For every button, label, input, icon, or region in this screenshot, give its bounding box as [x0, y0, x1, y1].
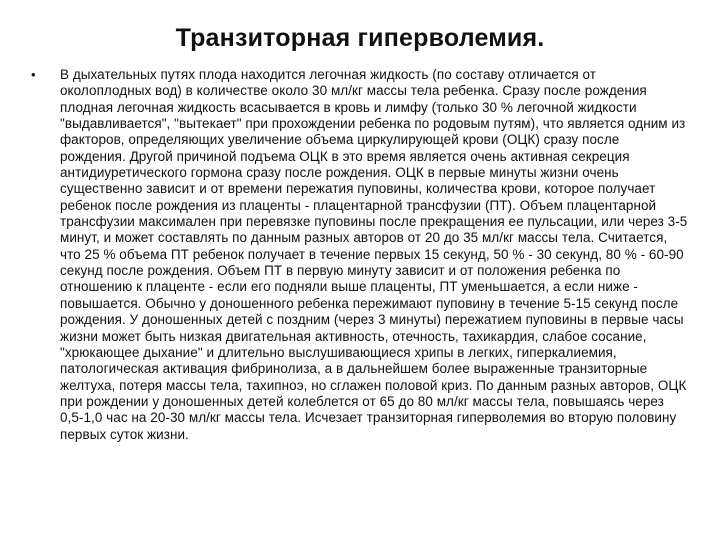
- bullet-marker-icon: •: [31, 67, 36, 82]
- bullet-text: В дыхательных путях плода находится легочная жидкость (по составу отличается от околоплодных вод) в количестве около 30 мл/кг массы тела ребенка. Сразу после рождения плодная легочная жидкость всасывается в кровь и лимфу (только 30 % легочной жидкости "выдавливается", "вытекает" при прохождении ребенка по родовым путям), что является одним из факторов, определяющих увеличение объема циркулирующей крови (ОЦК) сразу после рождения. Другой причиной подъема ОЦК в это время является очень активная секреция антидиуретического гормона сразу после рождения. ОЦК в первые минуты жизни очень существенно зависит и от времени пережатия пуповины, количества крови, которое получает ребенок после рождения из плаценты - плацентарной трансфузии (ПТ). Объем плацентарной трансфузии максимален при перевязке пуповины после прекращения ее пульсации, или через 3-5 минут, и может составлять по данным разных авторов от 20 до 35 мл/кг массы тела. Считается, что 25 % объема ПТ ребенок получает в течение первых 15 секунд, 50 % - 30 секунд, 80 % - 60-90 секунд после рождения. Объем ПТ в первую минуту зависит и от положения ребенка по отношению к плаценте - если его подняли выше плаценты, ПТ уменьшается, а если ниже - повышается. Обычно у доношенного ребенка пережимают пуповину в течение 5-15 секунд после рождения. У доношенных детей с поздним (через 3 минуты) пережатием пуповины в первые часы жизни может быть низкая двигательная активность, отечность, тахикардия, слабое сосание, "хрюкающее дыхание" и длительно выслушивающиеся хрипы в легких, гиперкалиемия, патологическая активация фибринолиза, а в дальнейшем более выраженные транзиторные желтуха, потеря массы тела, тахипноэ, но сглажен половой криз. По данным разных авторов, ОЦК при рождении у доношенных детей колеблется от 65 до 80 мл/кг массы тела, повышаясь через 0,5-1,0 час на 20-30 мл/кг массы тела. Исчезает транзиторная гиперволемия во вторую половину первых суток жизни.: [60, 67, 688, 442]
- slide-title: Транзиторная гиперволемия.: [175, 24, 545, 52]
- bullet-list: [28, 67, 688, 443]
- bullet-item: [28, 67, 688, 443]
